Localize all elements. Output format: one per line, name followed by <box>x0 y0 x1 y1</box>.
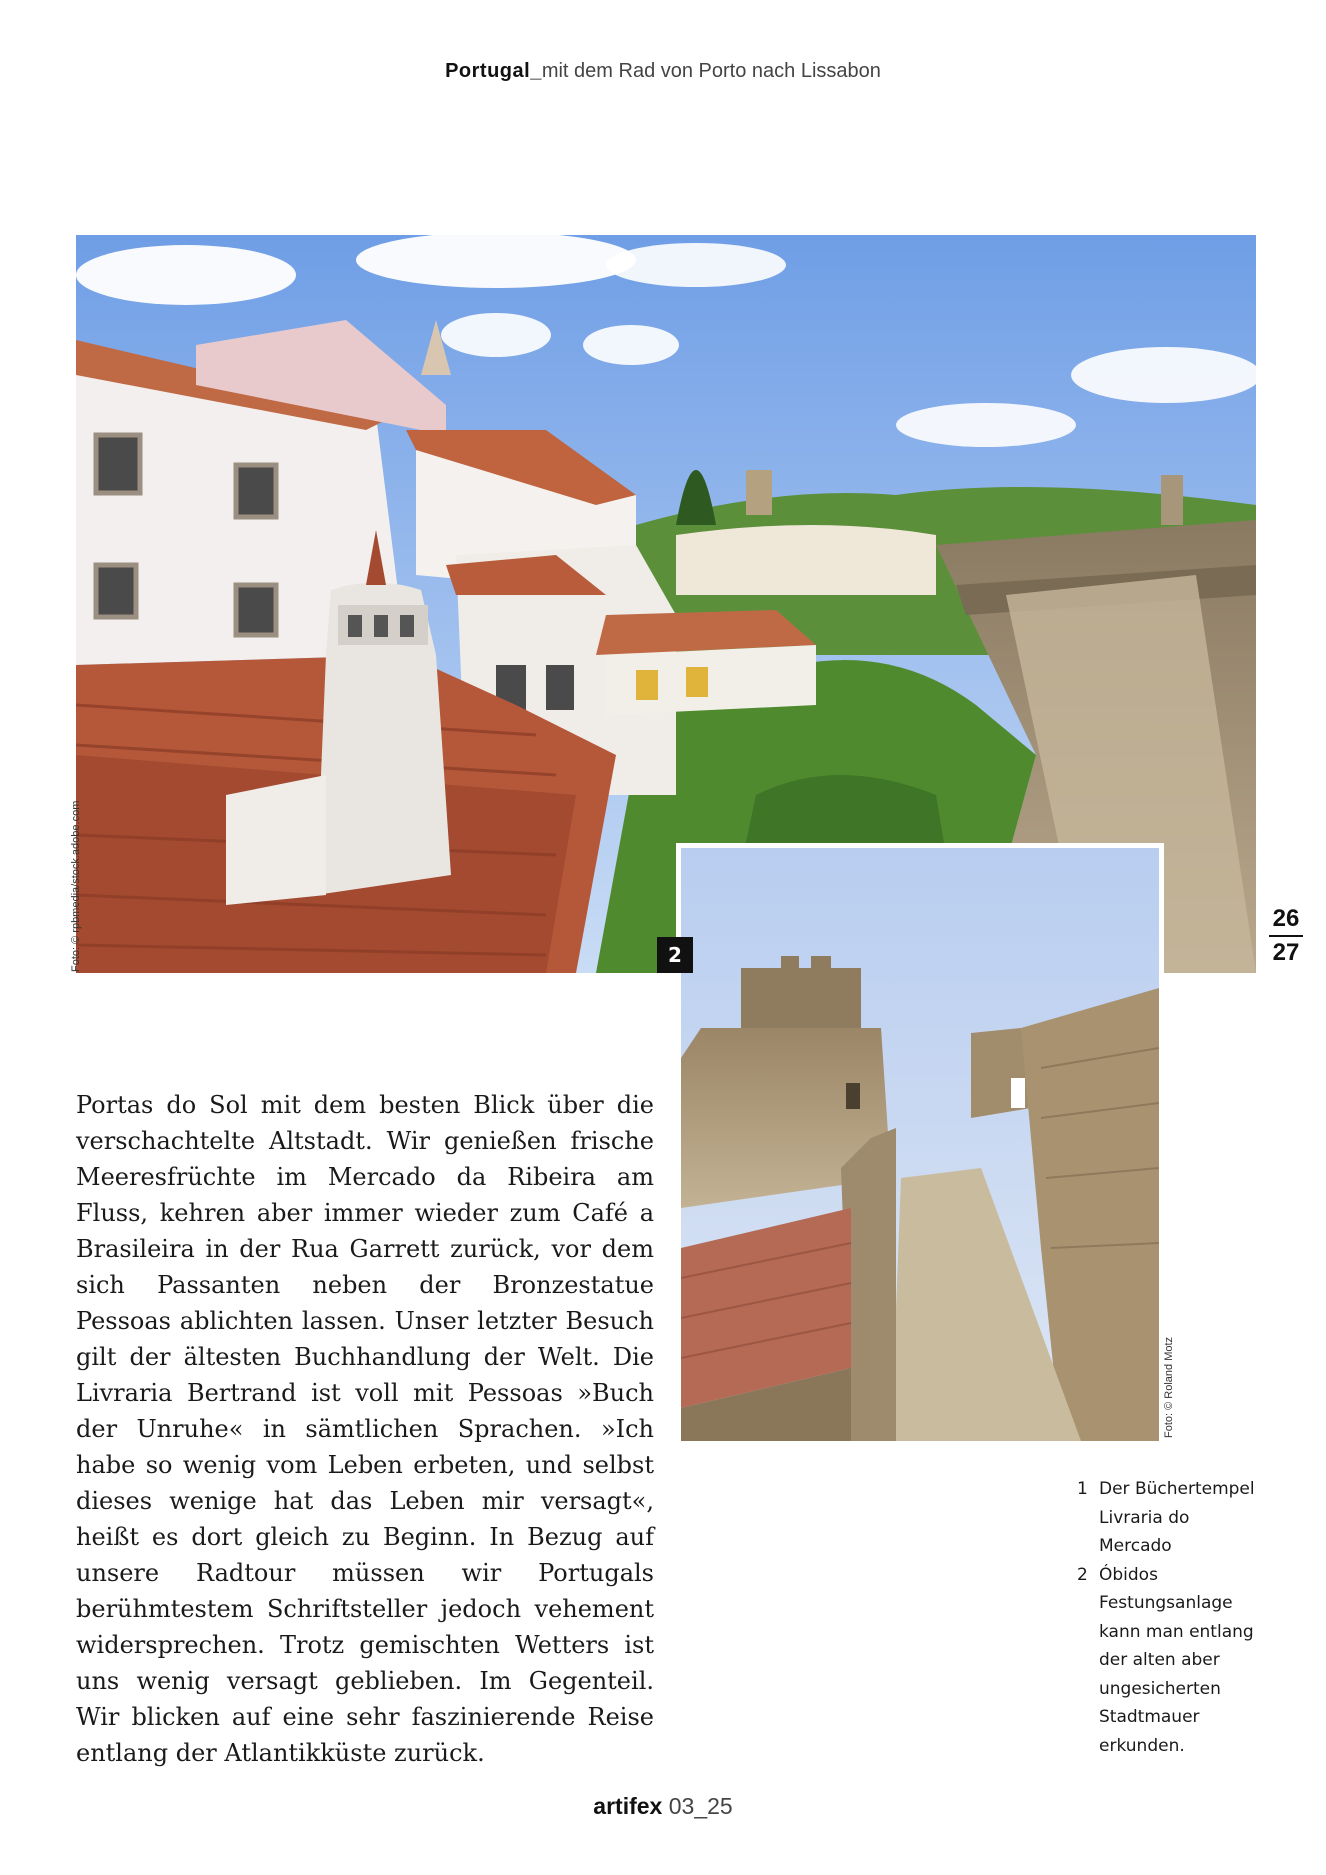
second-photo-credit: Foto: © Roland Motz <box>1163 1336 1175 1438</box>
obidos-wall-illustration <box>681 848 1159 1441</box>
caption-number: 1 <box>1077 1479 1088 1499</box>
second-photo-obidos-wall <box>676 843 1164 1446</box>
magazine-brand: artifex <box>593 1793 663 1819</box>
image-number-badge: 2 <box>657 937 693 973</box>
running-head-subtitle: mit dem Rad von Porto nach Lissabon <box>541 60 881 82</box>
page-number-right: 27 <box>1272 939 1300 966</box>
page-number-left: 26 <box>1272 905 1300 932</box>
section-label: Portugal_ <box>445 60 542 82</box>
caption-item <box>1077 1561 1257 1761</box>
page-number-divider <box>1269 935 1303 937</box>
running-head <box>0 60 1326 83</box>
issue-number: 03_25 <box>668 1793 733 1819</box>
page-footer <box>0 1793 1326 1820</box>
caption-text: Der Büchertempel Livraria do Mercado <box>1099 1479 1255 1556</box>
page-numbers <box>1265 905 1307 967</box>
caption-text: Óbidos Festungsanlage kann man entlang der alten aber ungesicherten Stadtmauer erkunden. <box>1099 1564 1254 1756</box>
image-captions <box>1077 1475 1257 1760</box>
main-photo-credit: Foto: © rpbmedia/stock.adobe.com <box>70 800 82 972</box>
caption-number: 2 <box>1077 1564 1088 1585</box>
caption-item <box>1077 1475 1257 1561</box>
article-body-text: Portas do Sol mit dem besten Blick über die verschachtelte Altstadt. Wir genießen frische Meeresfrüchte im Mercado da Ribeira am Fluss, kehren aber immer wieder zum Café a Brasileira in der Rua Garrett zurück, vor dem sich Passanten neben der Bronzestatue Pessoas ablichten lassen. Unser letzter Besuch gilt der ältesten Buchhandlung der Welt. Die Livraria Bertrand ist voll mit Pessoas »Buch der Unruhe« in sämtlichen Sprachen. »Ich habe so wenig vom Leben erbeten, und selbst dieses wenige hat das Leben mir versagt«, heißt es dort gleich zu Beginn. In Bezug auf unsere Radtour müssen wir Portugals berühmtestem Schriftsteller jedoch vehement widersprechen. Trotz gemischten Wetters ist uns wenig versagt geblieben. Im Gegenteil. Wir blicken auf eine sehr faszinierende Reise entlang der Atlantikküste zurück. <box>76 1091 654 1767</box>
